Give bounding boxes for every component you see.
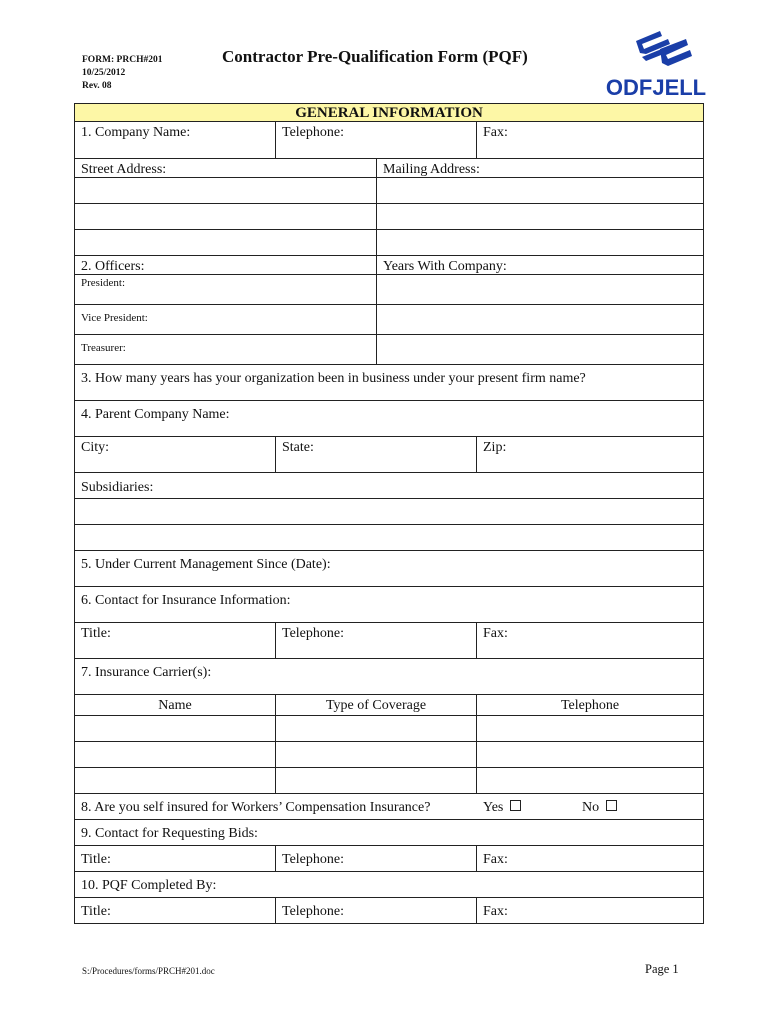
no-checkbox[interactable]	[606, 800, 617, 811]
carrier-telephone-3[interactable]	[477, 768, 704, 794]
footer-file-path: S:/Procedures/forms/PRCH#201.doc	[82, 966, 215, 976]
self-insured-label: 8. Are you self insured for Workers’ Compensation Insurance?	[81, 800, 431, 815]
logo-wordmark: ODFJELL	[606, 75, 706, 100]
city-label: City:	[81, 440, 110, 455]
vice-president-years-field[interactable]	[377, 305, 704, 335]
completed-by-field[interactable]	[75, 872, 704, 898]
telephone-label: Telephone:	[282, 904, 344, 919]
years-in-business-field[interactable]	[75, 365, 704, 401]
city-field[interactable]	[75, 437, 276, 473]
self-insured-row	[75, 794, 704, 820]
yes-label: Yes	[483, 800, 504, 815]
section-general-information: GENERAL INFORMATION	[75, 104, 704, 122]
years-in-business-label: 3. How many years has your organization been in business under your present firm name?	[81, 371, 586, 386]
fax-label: Fax:	[483, 626, 508, 641]
street-address-label: Street Address:	[75, 159, 377, 178]
street-address-line-3[interactable]	[75, 230, 377, 256]
fax-label: Fax:	[483, 125, 508, 140]
officers-label: 2. Officers:	[75, 256, 377, 275]
carrier-coverage-3[interactable]	[276, 768, 477, 794]
subsidiaries-label: Subsidiaries:	[75, 473, 704, 499]
bids-contact-title-field[interactable]	[75, 846, 276, 872]
president-field[interactable]	[75, 275, 377, 305]
carrier-col-name: Name	[75, 695, 276, 716]
page-title: Contractor Pre-Qualification Form (PQF)	[222, 47, 528, 66]
mailing-address-line-2[interactable]	[377, 204, 704, 230]
fax-label: Fax:	[483, 852, 508, 867]
management-since-field[interactable]	[75, 551, 704, 587]
treasurer-label: Treasurer:	[81, 342, 126, 354]
bids-contact-field[interactable]	[75, 820, 704, 846]
carrier-telephone-1[interactable]	[477, 716, 704, 742]
title-label: Title:	[81, 626, 111, 641]
zip-label: Zip:	[483, 440, 507, 455]
fax-label: Fax:	[483, 904, 508, 919]
form-id: FORM: PRCH#201	[82, 55, 163, 65]
carrier-telephone-2[interactable]	[477, 742, 704, 768]
president-label: President:	[81, 277, 125, 289]
completed-by-title-field[interactable]	[75, 898, 276, 924]
company-fax-field[interactable]	[477, 122, 704, 159]
state-field[interactable]	[276, 437, 477, 473]
insurance-contact-field[interactable]	[75, 587, 704, 623]
pqf-form-table	[74, 103, 704, 924]
telephone-label: Telephone:	[282, 125, 344, 140]
footer-page-number: Page 1	[645, 962, 679, 976]
treasurer-years-field[interactable]	[377, 335, 704, 365]
bids-contact-fax-field[interactable]	[477, 846, 704, 872]
carrier-col-telephone: Telephone	[477, 695, 704, 716]
mailing-address-label: Mailing Address:	[377, 159, 704, 178]
company-telephone-field[interactable]	[276, 122, 477, 159]
bids-contact-telephone-field[interactable]	[276, 846, 477, 872]
self-insured-no-option[interactable]	[582, 800, 617, 815]
insurance-contact-label: 6. Contact for Insurance Information:	[81, 593, 291, 608]
subsidiaries-line-1[interactable]	[75, 499, 704, 525]
management-since-label: 5. Under Current Management Since (Date):	[81, 557, 331, 572]
telephone-label: Telephone:	[282, 852, 344, 867]
insurance-contact-telephone-field[interactable]	[276, 623, 477, 659]
form-revision: Rev. 08	[82, 81, 112, 91]
odfjell-logo-icon	[606, 27, 706, 101]
insurance-contact-fax-field[interactable]	[477, 623, 704, 659]
insurance-carriers-label: 7. Insurance Carrier(s):	[75, 659, 704, 695]
self-insured-yes-option[interactable]	[483, 800, 521, 815]
yes-checkbox[interactable]	[510, 800, 521, 811]
vice-president-label: Vice President:	[81, 312, 148, 324]
company-name-label: 1. Company Name:	[81, 125, 191, 140]
telephone-label: Telephone:	[282, 626, 344, 641]
title-label: Title:	[81, 852, 111, 867]
carrier-name-2[interactable]	[75, 742, 276, 768]
completed-by-label: 10. PQF Completed By:	[81, 878, 217, 893]
president-years-field[interactable]	[377, 275, 704, 305]
odfjell-logo	[606, 27, 706, 101]
carrier-name-3[interactable]	[75, 768, 276, 794]
completed-by-fax-field[interactable]	[477, 898, 704, 924]
carrier-coverage-1[interactable]	[276, 716, 477, 742]
insurance-contact-title-field[interactable]	[75, 623, 276, 659]
subsidiaries-line-2[interactable]	[75, 525, 704, 551]
street-address-line-1[interactable]	[75, 178, 377, 204]
vice-president-field[interactable]	[75, 305, 377, 335]
title-label: Title:	[81, 904, 111, 919]
street-address-line-2[interactable]	[75, 204, 377, 230]
state-label: State:	[282, 440, 314, 455]
mailing-address-line-3[interactable]	[377, 230, 704, 256]
company-name-field[interactable]	[75, 122, 276, 159]
zip-field[interactable]	[477, 437, 704, 473]
form-date: 10/25/2012	[82, 68, 126, 78]
carrier-name-1[interactable]	[75, 716, 276, 742]
mailing-address-line-1[interactable]	[377, 178, 704, 204]
completed-by-telephone-field[interactable]	[276, 898, 477, 924]
years-with-company-label: Years With Company:	[377, 256, 704, 275]
carrier-col-coverage: Type of Coverage	[276, 695, 477, 716]
parent-company-field[interactable]	[75, 401, 704, 437]
treasurer-field[interactable]	[75, 335, 377, 365]
no-label: No	[582, 800, 600, 815]
form-meta	[82, 54, 162, 93]
bids-contact-label: 9. Contact for Requesting Bids:	[81, 826, 258, 841]
carrier-coverage-2[interactable]	[276, 742, 477, 768]
parent-company-label: 4. Parent Company Name:	[81, 407, 230, 422]
